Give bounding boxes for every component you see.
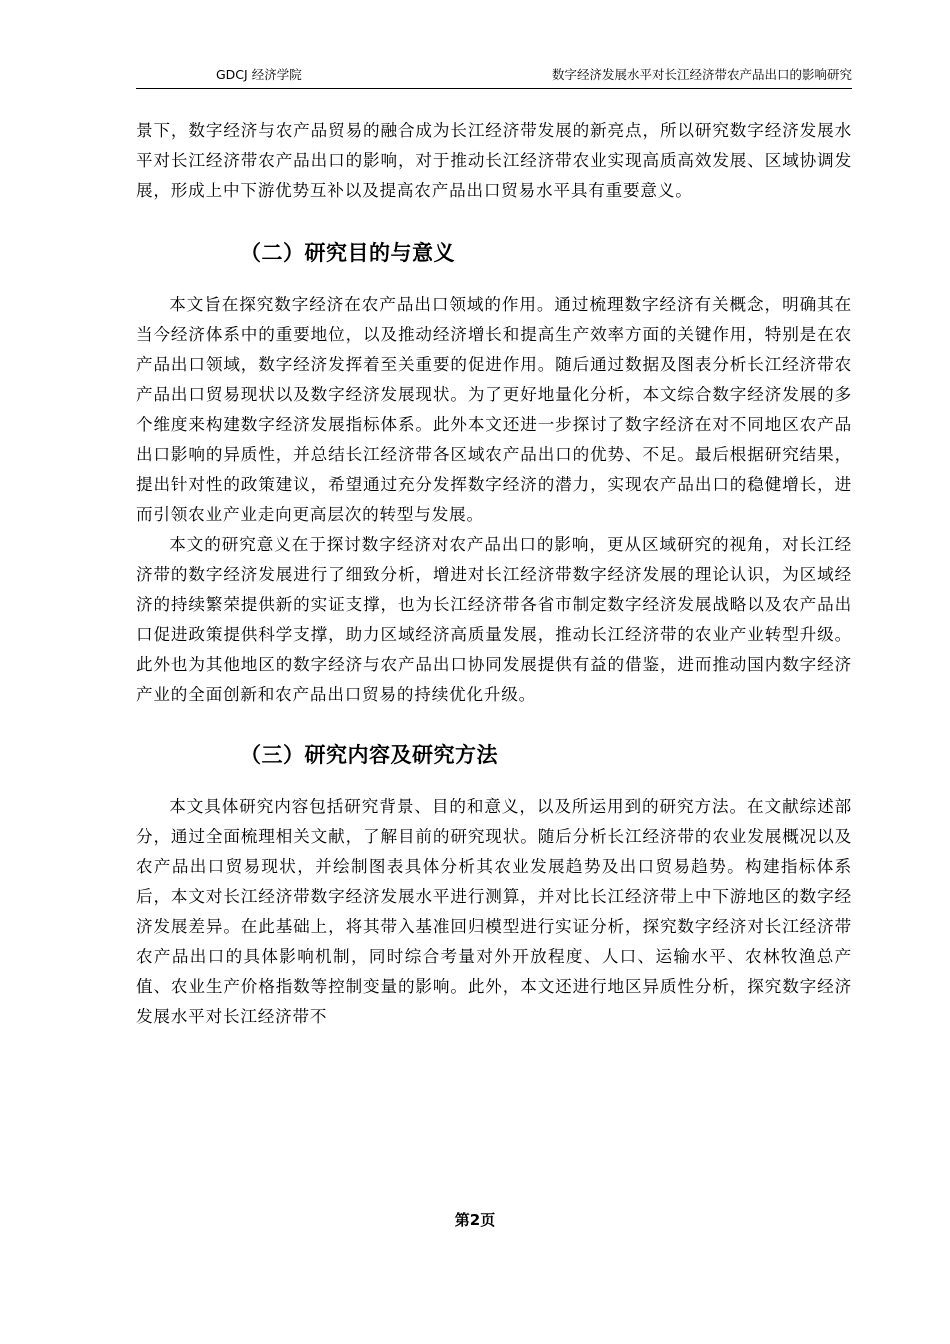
header-school-name: GDCJ 经济学院: [216, 67, 302, 82]
section-heading-content-methods: （三）研究内容及研究方法: [240, 743, 498, 767]
paragraph-significance: 本文的研究意义在于探讨数字经济对农产品出口的影响，更从区域研究的视角，对长江经济带的数字经济发展进行了细致分析，增进对长江经济带数字经济发展的理论认识，为区域经济的持续繁荣提供新的实证支撑，也为长江经济带各省市制定数字经济发展战略以及农产品出口促进政策提供科学支撑，助力区域经济高质量发展，推动长江经济带的农业产业转型升级。此外也为其他地区的数字经济与农产品出口协同发展提供有益的借鉴，进而推动国内数字经济产业的全面创新和农产品出口贸易的持续优化升级。: [136, 535, 852, 704]
paragraph-purpose: 本文旨在探究数字经济在农产品出口领域的作用。通过梳理数字经济有关概念，明确其在当今经济体系中的重要地位，以及推动经济增长和提高生产效率方面的关键作用，特别是在农产品出口领域，数字经济发挥着至关重要的促进作用。随后通过数据及图表分析长江经济带农产品出口贸易现状以及数字经济发展现状。为了更好地量化分析，本文综合数字经济发展的多个维度来构建数字经济发展指标体系。此外本文还进一步探讨了数字经济在对不同地区农产品出口影响的异质性，并总结长江经济带各区域农产品出口的优势、不足。最后根据研究结果，提出针对性的政策建议，希望通过充分发挥数字经济的潜力，实现农产品出口的稳健增长，进而引领农业产业走向更高层次的转型与发展。: [136, 295, 852, 524]
main-content: [136, 116, 852, 1032]
page-header: [136, 66, 852, 89]
page-number: 第2页: [454, 1211, 496, 1229]
paragraph-continued: 景下，数字经济与农产品贸易的融合成为长江经济带发展的新亮点，所以研究数字经济发展水平对长江经济带农产品出口的影响，对于推动长江经济带农业实现高质高效发展、区域协调发展，形成上中下游优势互补以及提高农产品出口贸易水平具有重要意义。: [136, 121, 852, 200]
section-heading-purpose: （二）研究目的与意义: [240, 241, 455, 265]
header-thesis-title: 数字经济发展水平对长江经济带农产品出口的影响研究: [551, 67, 852, 82]
paragraph-content: 本文具体研究内容包括研究背景、目的和意义，以及所运用到的研究方法。在文献综述部分，通过全面梳理相关文献，了解目前的研究现状。随后分析长江经济带的农业发展概况以及农产品出口贸易现状，并绘制图表具体分析其农业发展趋势及出口贸易趋势。构建指标体系后，本文对长江经济带数字经济发展水平进行测算，并对比长江经济带上中下游地区的数字经济发展差异。在此基础上，将其带入基准回归模型进行实证分析，探究数字经济对长江经济带农产品出口的具体影响机制，同时综合考量对外开放程度、人口、运输水平、农林牧渔总产值、农业生产价格指数等控制变量的影响。此外，本文还进行地区异质性分析，探究数字经济发展水平对长江经济带不: [136, 797, 852, 1026]
